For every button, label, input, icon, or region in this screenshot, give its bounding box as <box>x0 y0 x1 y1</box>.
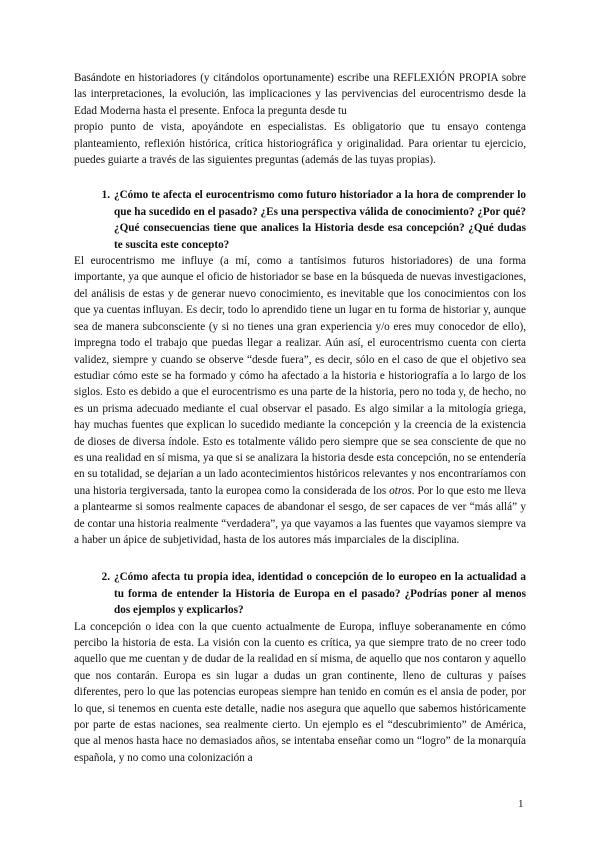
question-number: 2. <box>101 571 110 584</box>
page-number: 1 <box>518 798 524 810</box>
intro-text-2: propio punto de vista, apoyándote en especialistas. Es obligatorio que tu ensayo contenga planteamiento, reflexión histórica, crítica historiográfica y originalidad. Para orientar tu ejercicio, puedes guiarte a través de las siguientes preguntas (además de las tuyas propias). <box>74 121 526 167</box>
intro-text-1: Basándote en historiadores (y citándolos oportunamente) escribe una REFLEXIÓN PROPIA sobre las interpretaciones, la evolución, las implicaciones y las pervivencias del eurocentrismo desde la Edad Moderna hasta el presente. Enfoca la pregunta desde tu <box>74 72 526 117</box>
intro-paragraph <box>74 70 526 168</box>
question-2 <box>74 569 526 618</box>
answer-1-text-b: . Por lo que esto me lleva a plantearme si somos realmente capaces de abandonar el sesgo, de ser capaces de ver “más allá” y de contar una historia realmente “verdadera”, ya que vayamos a las fuentes que vayamos siempre va a haber un ápice de subjetividad, hasta de los autores más imparciales de la disciplina. <box>74 484 526 546</box>
answer-1 <box>74 253 526 548</box>
answer-2: La concepción o idea con la que cuento actualmente de Europa, influye soberanamente en cómo percibo la historia de esta. La visión con la cuento es crítica, ya que siempre trato de no creer todo aquello que me cuentan y de dudar de la realidad en sí misma, de aquello que nos contaron y aquello que nos contarán. Europa es sin lugar a dudas un gran continente, lleno de culturas y países diferentes, pero lo que las potencias europeas siempre han tenido en común es el ansia de poder, por lo que, si tenemos en cuenta este detalle, nadie nos asegura que aquello que sabemos históricamente por parte de estas naciones, sea realmente cierto. Un ejemplo es el “descubrimiento” de América, que al menos hasta hace no demasiados años, se intentaba enseñar como un “logro” de la monarquía española, y no como una colonización a <box>74 620 526 764</box>
question-text: ¿Cómo te afecta el eurocentrismo como futuro historiador a la hora de comprender lo que ha sucedido en el pasado? ¿Es una perspectiva válida de conocimiento? ¿Por qué? ¿Qué consecuencias tiene que analices la Historia desde esa concepción? ¿Qué dudas te suscita este concepto? <box>114 189 526 251</box>
document-body <box>74 70 526 766</box>
answer-1-italic: otros <box>389 484 412 497</box>
answer-1-text-a: El eurocentrismo me influye (a mí, como a tantísimos futuros historiadores) de una forma importante, ya que aunque el oficio de historiador se base en la búsqueda de nuevas investigaciones, del análisis de estas y de generar nuevo conocimiento, es inevitable que los conocimientos con los que ya cuentas influyan. Es decir, todo lo aprendido tiene un lugar en tu forma de historiar y, aunque sea de manera subconsciente (y si no tienes una gran experiencia y/o eres muy conocedor de ello), impregna todo el trabajo que puedas llegar a realizar. Aún así, el eurocentrismo cuenta con cierta validez, siempre y cuando se observe “desde fuera”, es decir, sólo en el caso de que el objetivo sea estudiar cómo este se ha formado y cómo ha afectado a la historia e historiografía a lo largo de los siglos. Esto es debido a que el eurocentrismo es una parte de la historia, pero no toda y, de hecho, no es un prisma adecuado mediante el cual observar el pasado. Es algo similar a la mitología griega, hay muchas fuentes que explican lo sucedido mediante la concepción y la creencia de la existencia de dioses de diversa índole. Esto es totalmente válido pero siempre que se sea consciente de que no es una realidad en sí misma, ya que si se analizara la historia desde esta concepción, no se entendería en su totalidad, se dejarían a un lado acontecimientos históricos relevantes y nos encontraríamos con una historia tergiversada, tanto la europea como la considerada de los <box>74 255 526 497</box>
question-1 <box>74 187 526 253</box>
question-number: 1. <box>101 189 110 202</box>
question-text: ¿Cómo afecta tu propia idea, identidad o concepción de lo europeo en la actualidad a tu forma de entender la Historia de Europa en el pasado? ¿Podrías poner al menos dos ejemplos y explicarlos? <box>114 571 526 617</box>
